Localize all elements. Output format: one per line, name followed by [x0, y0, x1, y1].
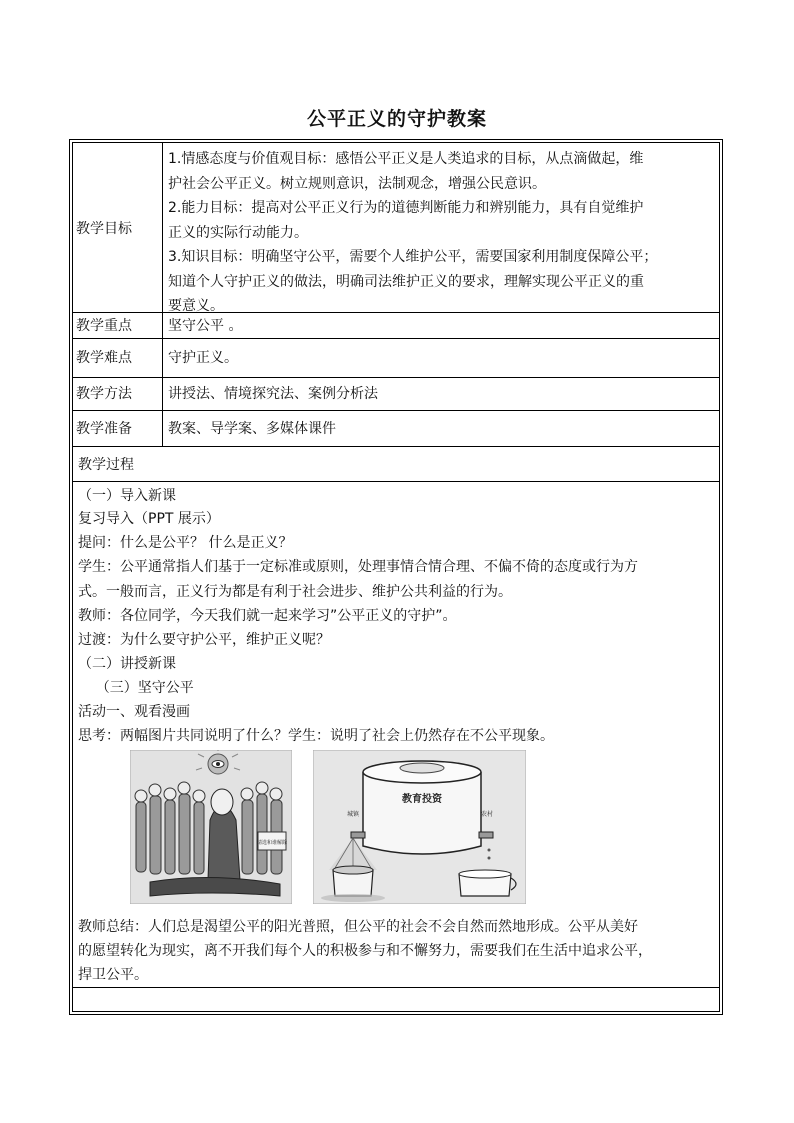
column-divider	[162, 142, 163, 446]
right-tap-label: 农村	[481, 811, 494, 818]
cartoon-education-pot-image	[313, 750, 526, 904]
process-line: （一）导入新课	[78, 488, 176, 504]
process-line: 学生：公平通常指人们基于一定标准或原则，处理事情合情合理、不偏不倚的态度或行为方	[78, 559, 638, 575]
summary-line: 捍卫公平。	[78, 967, 148, 983]
process-header: 教学过程	[78, 457, 134, 473]
process-line: 提问：什么是公平？ 什么是正义？	[78, 535, 293, 551]
process-line: 教师：各位同学，今天我们就一起来学习”公平正义的守护”。	[78, 608, 457, 624]
difficulties-value: 守护正义。	[168, 350, 238, 366]
left-tap-icon	[351, 832, 365, 838]
left-tap-label: 城镇	[347, 811, 360, 818]
goals-line: 知道个人守护正义的做法，明确司法维护正义的要求，理解实现公平正义的重	[168, 273, 644, 290]
process-line: （三）坚守公平	[78, 680, 194, 696]
goals-line: 3.知识目标：明确坚守公平，需要个人维护公平，需要国家利用制度保障公平；	[168, 249, 658, 265]
process-line: （二）讲授新课	[78, 656, 176, 672]
goals-line: 要意义。	[168, 298, 224, 314]
process-line: 式。一般而言，正义行为都是有利于社会进步、维护公共利益的行为。	[78, 584, 512, 600]
methods-label: 教学方法	[76, 386, 132, 402]
row-divider	[72, 987, 720, 988]
goals-line: 2.能力目标：提高对公平正义行为的道德判断能力和辨别能力，具有自觉维护	[168, 200, 644, 216]
right-tap-icon	[479, 832, 493, 838]
preparation-value: 教案、导学案、多媒体课件	[168, 421, 336, 437]
key-points-label: 教学重点	[76, 318, 132, 334]
process-line: 活动一、观看漫画	[78, 704, 190, 720]
goals-line: 1.情感态度与价值观目标：感悟公平正义是人类追求的目标，从点滴做起，维	[168, 151, 644, 167]
row-divider	[72, 377, 720, 378]
cartoon-sign-text: 请选和谁解除	[256, 840, 288, 846]
summary-line: 教师总结：人们总是渴望公平的阳光普照，但公平的社会不会自然而然地形成。公平从美好	[78, 919, 638, 935]
process-line: 思考：两幅图片共同说明了什么？学生：说明了社会上仍然存在不公平现象。	[78, 728, 554, 744]
page-title: 公平正义的守护教案	[306, 108, 487, 130]
preparation-label: 教学准备	[76, 421, 132, 437]
process-line: 复习导入（PPT 展示）	[78, 511, 220, 527]
cartoon-crowd-image	[130, 750, 292, 904]
goals-line: 护社会公平正义。树立规则意识，法制观念，增强公民意识。	[168, 175, 546, 192]
key-points-value: 坚守公平 。	[168, 318, 243, 334]
summary-line: 的愿望转化为现实，离不开我们每个人的积极参与和不懈努力，需要我们在生活中追求公平，	[78, 943, 652, 959]
goals-label: 教学目标	[76, 221, 132, 237]
row-divider	[72, 446, 720, 447]
methods-value: 讲授法、情境探究法、案例分析法	[168, 386, 378, 402]
row-divider	[72, 410, 720, 411]
difficulties-label: 教学难点	[76, 350, 132, 366]
pot-label-text: 教育投资	[402, 794, 442, 805]
process-line: 过渡：为什么要守护公平，维护正义呢？	[78, 632, 330, 648]
row-divider	[72, 481, 720, 482]
goals-line: 正义的实际行动能力。	[168, 224, 308, 241]
row-divider	[72, 338, 720, 339]
